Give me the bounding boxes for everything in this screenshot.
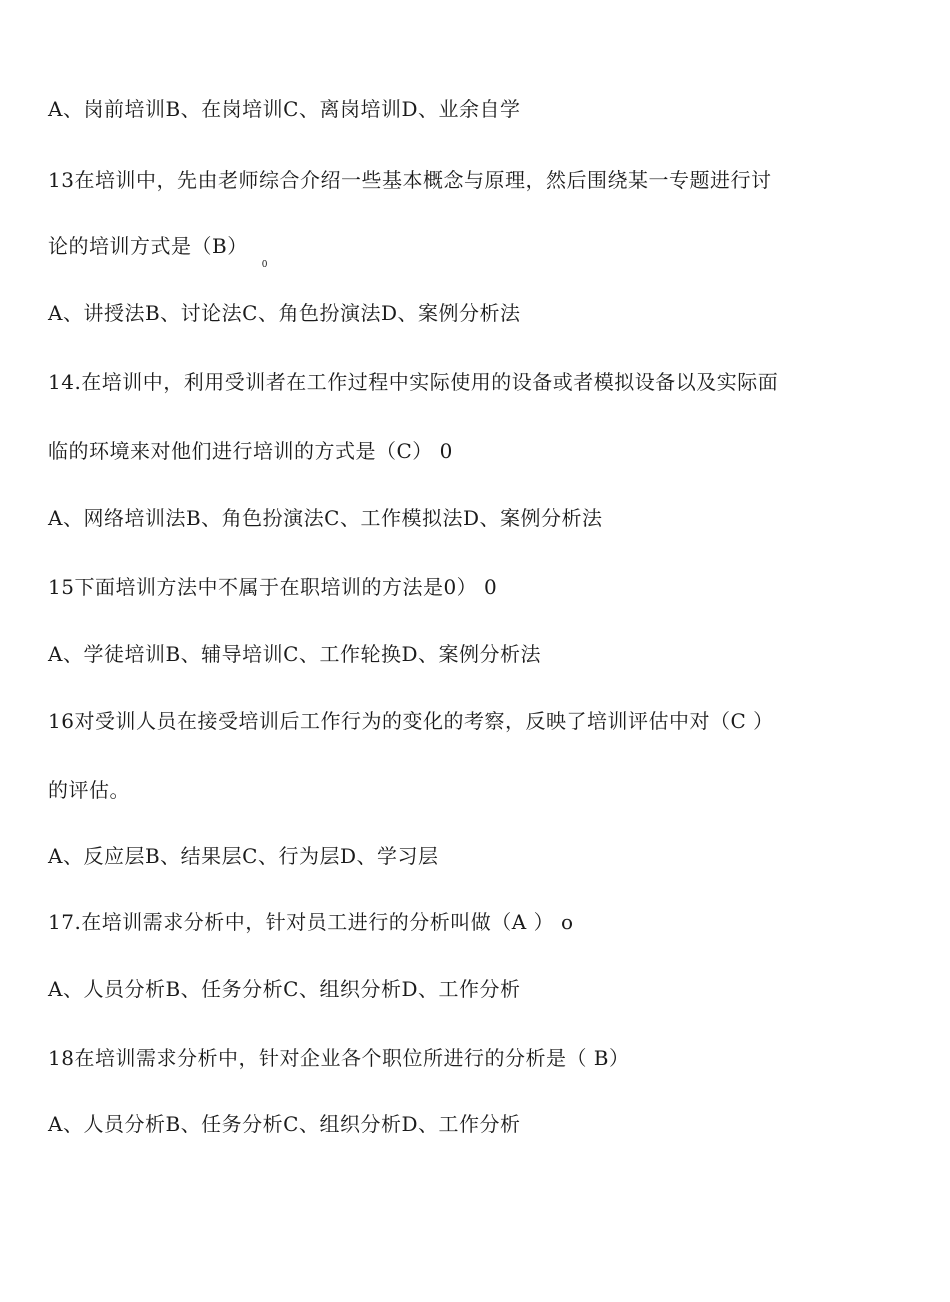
q15-options: A、学徒培训B、辅导培训C、工作轮换D、案例分析法 <box>48 642 541 666</box>
q13-options: A、讲授法B、讨论法C、角色扮演法D、案例分析法 <box>48 301 521 325</box>
q17-question: 17.在培训需求分析中，针对员工进行的分析叫做（A ） o <box>48 910 574 934</box>
q14-options: A、网络培训法B、角色扮演法C、工作模拟法D、案例分析法 <box>48 506 603 530</box>
q14-question-line1: 14.在培训中，利用受训者在工作过程中实际使用的设备或者模拟设备以及实际面 <box>48 370 779 394</box>
q13-question-line2 <box>48 234 268 277</box>
q12-options: A、岗前培训B、在岗培训C、离岗培训D、业余自学 <box>48 97 521 121</box>
tiny-mark: 0 <box>261 260 268 270</box>
q14-question-line2: 临的环境来对他们进行培训的方式是（C） 0 <box>48 439 453 463</box>
q17-options: A、人员分析B、任务分析C、组织分析D、工作分析 <box>48 977 521 1001</box>
q16-options: A、反应层B、结果层C、行为层D、学习层 <box>48 844 439 868</box>
q18-question: 18在培训需求分析中，针对企业各个职位所进行的分析是（ B） <box>48 1046 630 1070</box>
q16-question-line1: 16对受训人员在接受培训后工作行为的变化的考察，反映了培训评估中对（C ） <box>48 709 774 733</box>
q18-options: A、人员分析B、任务分析C、组织分析D、工作分析 <box>48 1112 521 1136</box>
q13-question-line1: 13在培训中，先由老师综合介绍一些基本概念与原理，然后围绕某一专题进行讨 <box>48 168 772 192</box>
q16-question-line2: 的评估。 <box>48 778 130 802</box>
q13-question-line2-text: 论的培训方式是（B） <box>48 234 248 258</box>
q15-question: 15下面培训方法中不属于在职培训的方法是0） 0 <box>48 575 498 599</box>
